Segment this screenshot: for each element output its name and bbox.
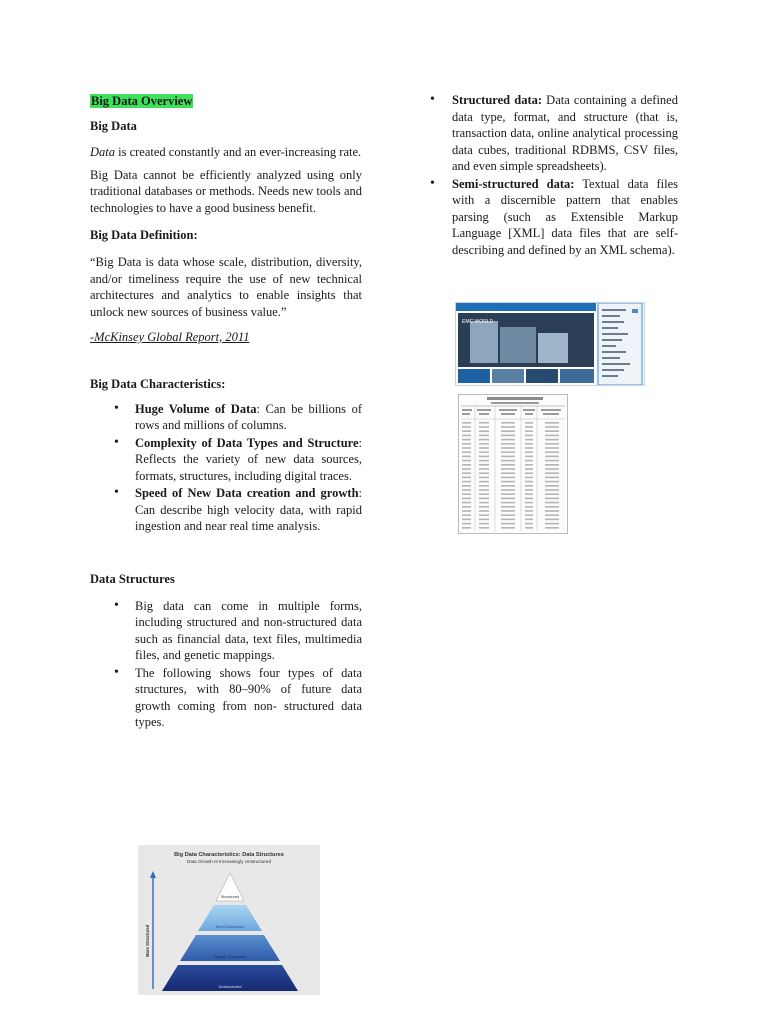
right-column	[428, 92, 678, 259]
pyramid-title: Big Data Characteristics: Data Structures	[174, 852, 284, 858]
list-item: • The following shows four types of data structures, with 80–90% of future data growth coming from non- structured data types.	[90, 665, 362, 731]
list-item-bold: Semi-structured data:	[452, 176, 575, 191]
big-data-heading: Big Data	[90, 119, 137, 133]
list-item-text: : Can be billions of rows and millions of columns.	[135, 401, 362, 432]
paragraph-data-rest: is created constantly and an ever-increasing rate.	[115, 145, 362, 159]
spreadsheet-graphic	[459, 395, 567, 533]
level-semi-structured: Semi-Structured	[215, 924, 245, 929]
structures-list	[90, 598, 362, 731]
banner-text: EMC WORLD	[462, 319, 494, 325]
list-item-text: Data containing a defined data type, format, and structure (that is, transaction data, online analytical processing data cubes, traditional RDBMS, CSV files, and even simple spreadsheets).	[452, 93, 678, 173]
spreadsheet-image	[458, 394, 568, 534]
list-item: • Big data can come in multiple forms, including structured and non-structured data such as financial data, text files, multimedia files, and genetic mappings.	[90, 598, 362, 664]
overview-heading: Big Data Overview	[91, 94, 193, 108]
definition-quote: “Big Data is data whose scale, distribution, diversity, and/or timeliness require the use of new technical architectures and analytics to enable insights that unlock new sources of business value.”	[90, 255, 362, 319]
list-item-bold: Speed of New Data creation and growth	[135, 486, 359, 500]
left-column	[90, 92, 362, 732]
paragraph-big-data: Big Data cannot be efficiently analyzed using only traditional databases or methods. Needs new tools and technologies to have a good business benefit.	[90, 167, 362, 215]
list-item	[428, 176, 678, 259]
list-item-text: : Can describe high velocity data, with rapid ingestion and near real time analysis.	[135, 486, 362, 533]
data-types-list	[428, 92, 678, 258]
list-item	[90, 435, 362, 485]
structures-heading: Data Structures	[90, 571, 175, 586]
list-item	[428, 92, 678, 175]
level-structured: Structured	[220, 894, 240, 899]
pyramid-graphic	[138, 845, 320, 995]
definition-heading: Big Data Definition:	[90, 228, 198, 242]
list-item	[90, 485, 362, 535]
characteristics-list	[90, 401, 362, 535]
list-item-text: Textual data files with a discernible pattern that enables parsing (such as Extensible Markup Language [XML] data files that are self-describing and defined by an XML schema).	[452, 176, 679, 257]
citation: -McKinsey Global Report, 2011	[90, 330, 250, 344]
characteristics-heading: Big Data Characteristics:	[90, 376, 226, 391]
pyramid-subtitle: Data Growth Is Increasingly Unstructured	[187, 859, 271, 864]
list-item	[90, 401, 362, 434]
list-item-bold: Huge Volume of Data	[135, 401, 257, 416]
data-structures-pyramid	[138, 845, 320, 995]
website-xml-image	[455, 302, 645, 386]
axis-label: More Structured	[145, 924, 150, 957]
level-unstructured: Unstructured	[218, 984, 242, 989]
level-quasi-structured: "Quasi" Structured	[213, 954, 247, 959]
website-xml-graphic	[456, 303, 644, 385]
list-item-bold: Structured data:	[452, 93, 543, 107]
paragraph-data-created	[90, 144, 362, 161]
list-item-text: : Reflects the variety of new data sources, formats, structures, including digital traces.	[135, 435, 362, 483]
paragraph-data-em: Data	[90, 145, 115, 159]
list-item-bold: Complexity of Data Types and Structure	[135, 435, 359, 450]
